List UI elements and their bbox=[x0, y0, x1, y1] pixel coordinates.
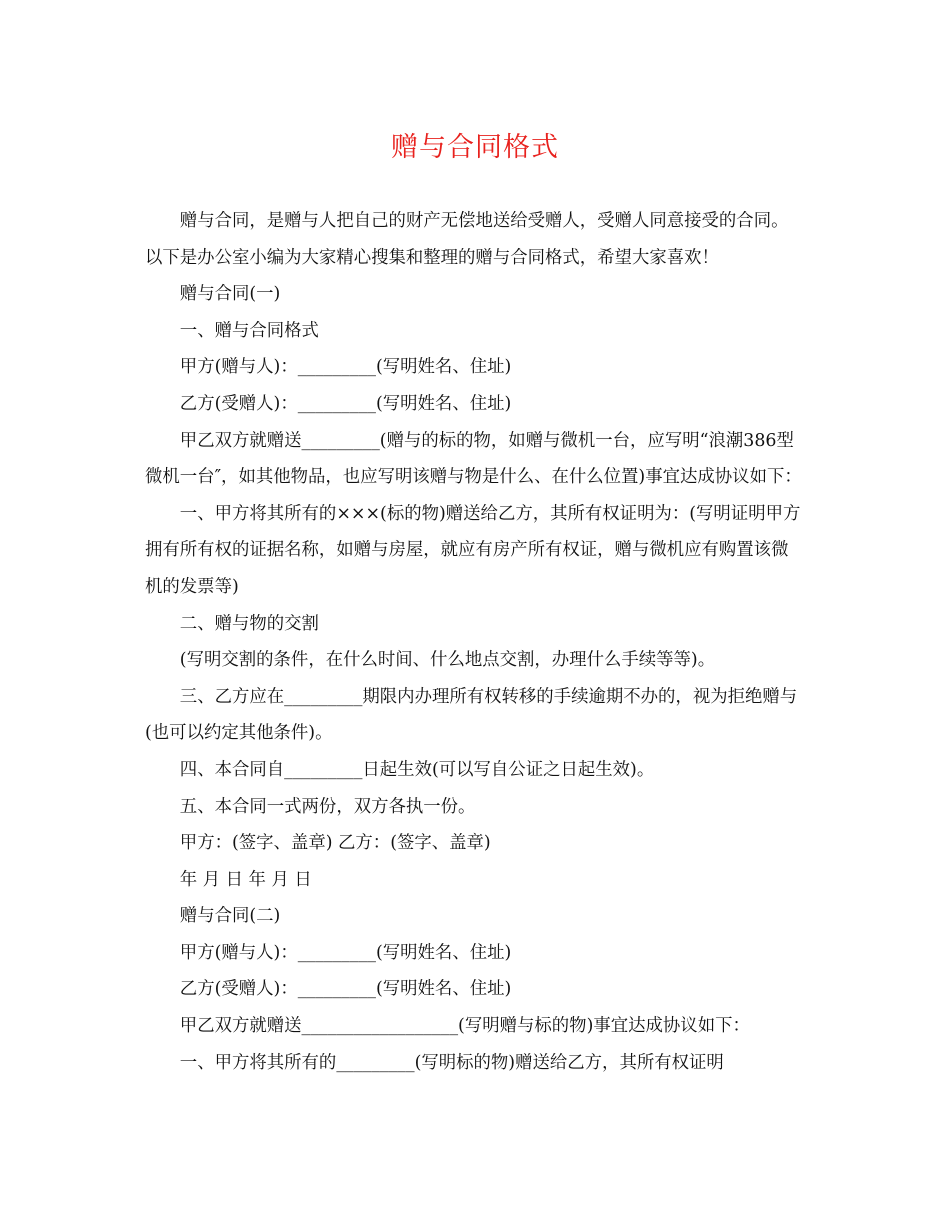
section-heading-contract-one: 赠与合同(一) bbox=[179, 284, 281, 305]
section-heading-contract-two: 赠与合同(二) bbox=[179, 906, 281, 927]
paragraph: 三、乙方应在_________期限内办理所有权转移的手续逾期不办的，视为拒绝赠与(也可以约定其他条件)。 bbox=[145, 686, 798, 744]
paragraph: 一、甲方将其所有的×××(标的物)赠送给乙方，其所有权证明为：(写明证明甲方拥有所有权的证据名称，如赠与房屋，就应有房产所有权证，赠与微机应有购置该微机的发票等) bbox=[145, 503, 801, 597]
paragraph: 四、本合同自_________日起生效(可以写自公证之日起生效)。 bbox=[179, 759, 655, 780]
paragraph: (写明交割的条件，在什么时间、什么地点交割，办理什么手续等等)。 bbox=[179, 650, 716, 671]
document-title: 赠与合同格式 bbox=[391, 132, 559, 163]
paragraph: 甲乙双方就赠送__________________(写明赠与标的物)事宜达成协议如下： bbox=[179, 1016, 750, 1037]
paragraph: 二、赠与物的交割 bbox=[179, 613, 319, 634]
paragraph: 甲乙双方就赠送_________(赠与的标的物，如赠与微机一台，应写明“浪潮386型微机一台″，如其他物品，也应写明该赠与物是什么、在什么位置)事宜达成协议如下： bbox=[145, 430, 802, 488]
paragraph: 一、甲方将其所有的_________(写明标的物)赠送给乙方，其所有权证明 bbox=[179, 1052, 724, 1073]
paragraph: 甲方(赠与人)：_________(写明姓名、住址) bbox=[179, 357, 512, 378]
paragraph: 一、赠与合同格式 bbox=[179, 320, 319, 341]
date-line: 年 月 日 年 月 日 bbox=[179, 869, 312, 890]
paragraph: 五、本合同一式两份，双方各执一份。 bbox=[179, 796, 476, 817]
signature-line: 甲方：(签字、盖章) 乙方：(签字、盖章) bbox=[179, 833, 491, 854]
paragraph: 乙方(受赠人)：_________(写明姓名、住址) bbox=[179, 393, 512, 414]
paragraph: 乙方(受赠人)：_________(写明姓名、住址) bbox=[179, 979, 512, 1000]
paragraph-intro: 赠与合同，是赠与人把自己的财产无偿地送给受赠人，受赠人同意接受的合同。以下是办公室小编为大家精心搜集和整理的赠与合同格式，希望大家喜欢！ bbox=[145, 211, 789, 268]
paragraph: 甲方(赠与人)：_________(写明姓名、住址) bbox=[179, 942, 512, 963]
document-body bbox=[145, 203, 805, 1081]
